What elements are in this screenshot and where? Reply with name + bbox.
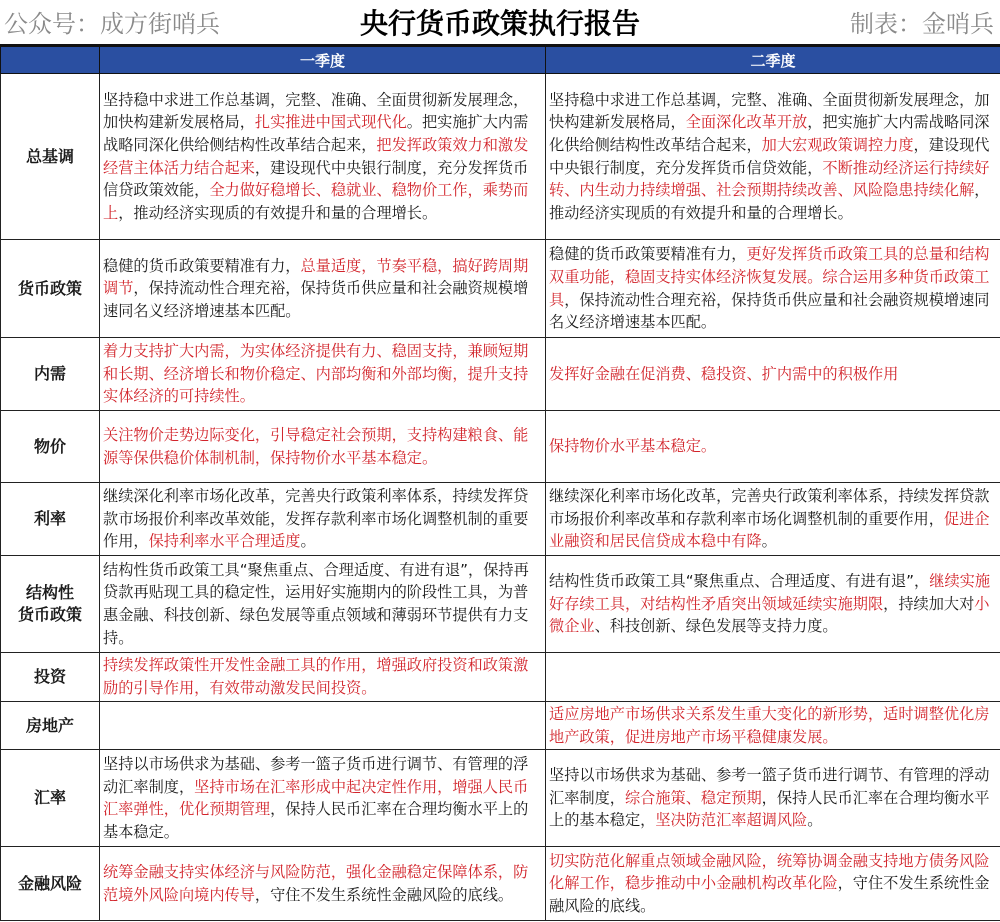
- cell-q1: [100, 702, 546, 750]
- body-text: 。: [761, 532, 777, 551]
- highlighted-text: 不断推动经济运行持续好转、内生动力持续增强、社会预期持续改善、风险隐患持续化解: [549, 158, 990, 200]
- cell-q2: [546, 338, 1000, 411]
- row-label: 总基调: [1, 74, 100, 240]
- cell-q1: [100, 556, 546, 653]
- cell-q2: [546, 483, 1000, 556]
- cell-q1: [100, 411, 546, 483]
- highlighted-text: 综合施策、稳定预期: [624, 788, 762, 807]
- highlighted-text: 适应房地产市场供求关系发生重大变化的新形势，适时调整优化房地产政策，促进房地产市场平稳健康发展。: [549, 705, 990, 746]
- body-text: ，保持人民币汇率在合理均衡水平上的基本稳定，: [549, 788, 990, 830]
- table-body: [1, 74, 1000, 921]
- cell-q1: [100, 483, 546, 556]
- row-label: 投资: [1, 653, 100, 702]
- highlighted-text: 关注物价走势边际变化，引导稳定社会预期，支持构建粮食、能源等保供稳价体制机制，保持物价水平基本稳定。: [103, 425, 529, 467]
- row-label: 结构性 货币政策: [1, 556, 100, 653]
- page-title: 央行货币政策执行报告: [359, 7, 640, 40]
- body-text: ，建设现代中央银行制度，充分发挥货币信贷效能，: [549, 135, 990, 177]
- account-label: 公众号：成方街哨兵: [4, 10, 220, 38]
- body-text: 结构性货币政策工具“聚焦重点、合理适度、有进有退”，保持再贷款再贴现工具的稳定性，运用好实施期内的阶段性工具，为普惠金融、科技创新、绿色发展等重点领域和薄弱环节提供有力支持。: [103, 560, 529, 647]
- highlighted-text: 加大宏观政策调控力度: [761, 135, 914, 154]
- highlighted-text: 保持利率水平合理适度: [148, 532, 301, 551]
- row-label: 金融风险: [1, 847, 100, 921]
- body-text: 继续深化利率市场化改革，完善央行政策利率体系，持续发挥贷款市场报价利率改革效能，发挥存款利率市场化调整机制的重要作用，: [103, 487, 529, 551]
- row-label: 内需: [1, 338, 100, 411]
- highlighted-text: 统筹金融支持实体经济与风险防范，强化金融稳定保障体系，防范境外风险向境内传导: [103, 863, 529, 904]
- body-text: ，守住不发生系统性金融风险的底线。: [549, 874, 990, 915]
- cell-q1: [100, 653, 546, 702]
- cell-q2: [546, 74, 1000, 240]
- highlighted-text: 促进企业融资和居民信贷成本稳中有降: [549, 509, 990, 551]
- highlighted-text: 坚持市场在汇率形成中起决定性作用，增强人民币汇率弹性，优化预期管理: [103, 777, 529, 819]
- row-label: 物价: [1, 411, 100, 483]
- row-label: 利率: [1, 483, 100, 556]
- cell-q1: [100, 74, 546, 240]
- column-header-q1: 一季度: [100, 47, 546, 74]
- table-row: [1, 702, 1000, 750]
- body-text: ，建设现代中央银行制度，充分发挥货币信贷政策效能，: [103, 158, 529, 200]
- highlighted-text: 扎实推进中国式现代化: [254, 113, 407, 132]
- row-label: 货币政策: [1, 240, 100, 338]
- table-row: [1, 750, 1000, 847]
- cell-q2: [546, 847, 1000, 921]
- body-text: 稳健的货币政策要精准有力，: [103, 256, 301, 275]
- column-header-category: [1, 47, 100, 74]
- body-text: 。: [807, 811, 823, 830]
- body-text: ，保持人民币汇率在合理均衡水平上的基本稳定。: [103, 800, 529, 841]
- cell-q2: [546, 411, 1000, 483]
- body-text: 、科技创新、绿色发展等支持力度。: [594, 617, 838, 636]
- body-text: ，保持流动性合理充裕，保持货币供应量和社会融资规模增速同名义经济增速基本匹配。: [103, 279, 529, 320]
- table-row: [1, 556, 1000, 653]
- cell-q2: [546, 556, 1000, 653]
- highlighted-text: 保持物价水平基本稳定。: [549, 437, 717, 456]
- highlighted-text: 着力支持扩大内需，为实体经济提供有力、稳固支持，兼顾短期和长期、经济增长和物价稳定、内部均衡和外部均衡，提升支持实体经济的可持续性。: [103, 342, 529, 406]
- row-label: 房地产: [1, 702, 100, 750]
- highlighted-text: 把发挥政策效力和激发经营主体活力结合起来: [103, 135, 529, 177]
- highlighted-text: 切实防范化解重点领域金融风险，统筹协调金融支持地方债务风险化解工作，稳步推动中小金融机构改革化险: [549, 851, 990, 893]
- highlighted-text: 更好发挥货币政策工具的总量和结构双重功能，稳固支持实体经济恢复发展。综合运用多种货币政策工具: [549, 245, 990, 309]
- body-text: ，把实施扩大内需战略同深化供给侧结构性改革结合起来，: [549, 113, 990, 154]
- body-text: ，推动经济实现质的有效提升和量的合理增长。: [549, 181, 990, 222]
- body-text: ，保持流动性合理充裕，保持货币供应量和社会融资规模增速同名义经济增速基本匹配。: [549, 290, 990, 332]
- highlighted-text: 继续实施好存续工具，对结构性矛盾突出领域延续实施期限: [549, 572, 990, 613]
- body-text: ，持续加大对: [883, 594, 975, 613]
- author-label: 制表：金哨兵: [850, 10, 994, 38]
- cell-q2: [546, 702, 1000, 750]
- table-row: [1, 483, 1000, 556]
- table-header-row: [1, 47, 1000, 74]
- body-text: 坚持以市场供求为基础、参考一篮子货币进行调节、有管理的浮动汇率制度，: [103, 755, 529, 796]
- highlighted-text: 发挥好金融在促消费、稳投资、扩内需中的积极作用: [549, 364, 899, 383]
- body-text: 稳健的货币政策要精准有力，: [549, 245, 747, 264]
- cell-q2: [546, 750, 1000, 847]
- body-text: 。: [300, 532, 316, 551]
- highlighted-text: 坚决防范汇率超调风险: [655, 811, 808, 830]
- body-text: 结构性货币政策工具“聚焦重点、合理适度、有进有退”，: [549, 572, 930, 591]
- body-text: 。把实施扩大内需战略同深化供给侧结构性改革结合起来，: [103, 113, 529, 154]
- row-label: 汇率: [1, 750, 100, 847]
- highlighted-text: 全力做好稳增长、稳就业、稳物价工作，乘势而上: [103, 181, 529, 222]
- cell-q2: [546, 240, 1000, 338]
- cell-q1: [100, 750, 546, 847]
- highlighted-text: 总量适度，节奏平稳，搞好跨周期调节: [103, 256, 529, 298]
- table-row: [1, 338, 1000, 411]
- cell-q1: [100, 847, 546, 921]
- table-row: [1, 847, 1000, 921]
- table-row: [1, 411, 1000, 483]
- report-header: [0, 0, 1000, 46]
- highlighted-text: 全面深化改革开放: [685, 113, 808, 132]
- body-text: 继续深化利率市场化改革，完善央行政策利率体系，持续发挥贷款市场报价利率改革和存款利率市场化调整机制的重要作用，: [549, 487, 990, 528]
- cell-q1: [100, 338, 546, 411]
- table-row: [1, 240, 1000, 338]
- highlighted-text: 小微企业: [549, 594, 990, 636]
- highlighted-text: 持续发挥政策性开发性金融工具的作用，增强政府投资和政策激励的引导作用，有效带动激发民间投资。: [103, 656, 529, 697]
- body-text: ，守住不发生系统性金融风险的底线。: [254, 885, 514, 904]
- column-header-q2: 二季度: [546, 47, 1000, 74]
- table-row: [1, 653, 1000, 702]
- body-text: 坚持以市场供求为基础、参考一篮子货币进行调节、有管理的浮动汇率制度，: [549, 766, 990, 807]
- body-text: ，推动经济实现质的有效提升和量的合理增长。: [118, 203, 438, 222]
- body-text: 坚持稳中求进工作总基调，完整、准确、全面贯彻新发展理念，加快构建新发展格局，: [549, 90, 990, 132]
- cell-q2: [546, 653, 1000, 702]
- cell-q1: [100, 240, 546, 338]
- body-text: 坚持稳中求进工作总基调，完整、准确、全面贯彻新发展理念，加快构建新发展格局，: [103, 90, 529, 132]
- table-row: [1, 74, 1000, 240]
- policy-comparison-table: [0, 46, 1000, 921]
